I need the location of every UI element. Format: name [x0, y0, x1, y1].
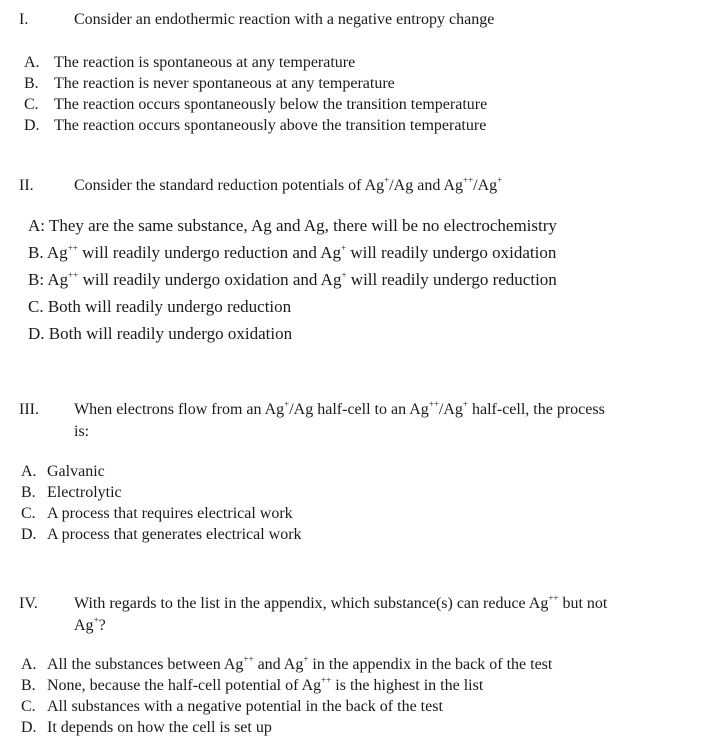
question-4-line-2 — [74, 615, 607, 637]
superscript: + — [284, 399, 290, 409]
superscript: ++ — [548, 593, 559, 603]
option-letter: A. — [21, 463, 37, 480]
text-segment: Consider the standard reduction potentials of Ag — [74, 177, 385, 194]
text-segment: All the substances between Ag — [47, 656, 244, 673]
question-2-text — [74, 175, 502, 197]
option-text — [47, 675, 483, 696]
text-segment: /Ag — [473, 177, 498, 194]
text-segment: is the highest in the list — [331, 677, 484, 694]
option-letter: B. — [24, 75, 39, 92]
text-segment: /Ag — [438, 401, 463, 418]
question-3-line-1 — [74, 399, 605, 421]
option-text — [47, 654, 552, 675]
option-text: A: They are the same substance, Ag and Ag, there will be no electrochemistry — [28, 216, 557, 235]
text-segment: B. Ag — [28, 243, 68, 262]
option-text: It depends on how the cell is set up — [47, 719, 272, 736]
superscript: + — [340, 243, 347, 253]
superscript: ++ — [243, 654, 254, 664]
text-segment: ? — [98, 617, 106, 634]
option-text: A process that generates electrical work — [47, 526, 302, 543]
superscript: ++ — [321, 675, 332, 685]
option-text: D. Both will readily undergo oxidation — [28, 324, 293, 343]
superscript: + — [462, 399, 468, 409]
option-text: The reaction occurs spontaneously above the transition temperature — [54, 117, 487, 134]
question-3-number: III. — [19, 401, 39, 418]
text-segment: With regards to the list in the appendix, which substance(s) can reduce Ag — [74, 595, 549, 612]
option-text — [28, 266, 557, 293]
option-letter: A. — [21, 656, 37, 673]
option-letter: D. — [21, 526, 37, 543]
question-1-text: Consider an endothermic reaction with a negative entropy change — [74, 11, 495, 28]
option-text: Galvanic — [47, 463, 105, 480]
option-letter: C. — [24, 96, 39, 113]
question-3-text — [74, 399, 605, 443]
text-segment: None, because the half-cell potential of Ag — [47, 677, 322, 694]
option-text: A process that requires electrical work — [47, 505, 293, 522]
superscript: ++ — [428, 399, 439, 409]
superscript: + — [303, 654, 309, 664]
question-1-number: I. — [19, 11, 29, 28]
superscript: ++ — [68, 270, 79, 280]
text-segment: will readily undergo oxidation — [346, 243, 557, 262]
option-letter: D. — [24, 117, 40, 134]
option-letter: B. — [21, 677, 36, 694]
text-segment: When electrons flow from an Ag — [74, 401, 285, 418]
text-segment: will readily undergo oxidation and Ag — [78, 270, 342, 289]
superscript: + — [384, 175, 390, 185]
option-letter: B. — [21, 484, 36, 501]
text-segment: will readily undergo reduction — [346, 270, 557, 289]
option-text: All substances with a negative potential in the back of the test — [47, 698, 443, 715]
text-segment: in the appendix in the back of the test — [308, 656, 553, 673]
superscript: ++ — [67, 243, 78, 253]
text-segment: and Ag — [253, 656, 304, 673]
text-segment: but not — [558, 595, 608, 612]
text-segment: half-cell, the process — [467, 401, 605, 418]
text-segment: /Ag and Ag — [389, 177, 464, 194]
text-segment: Ag — [74, 617, 94, 634]
superscript: + — [497, 175, 503, 185]
option-letter: C. — [21, 505, 36, 522]
text-segment: will readily undergo reduction and Ag — [77, 243, 341, 262]
option-text: C. Both will readily undergo reduction — [28, 297, 292, 316]
option-letter: A. — [24, 54, 40, 71]
superscript: ++ — [463, 175, 474, 185]
text-segment: /Ag half-cell to an Ag — [289, 401, 429, 418]
text-segment: B: Ag — [28, 270, 69, 289]
option-text — [28, 239, 556, 266]
option-letter: C. — [21, 698, 36, 715]
question-4-line-1 — [74, 593, 607, 615]
option-text: The reaction is spontaneous at any temperature — [54, 54, 356, 71]
question-4-text — [74, 593, 607, 637]
question-2-number: II. — [19, 177, 34, 194]
question-3-line-2: is: — [74, 423, 90, 440]
option-text: Electrolytic — [47, 484, 122, 501]
option-text: The reaction is never spontaneous at any temperature — [54, 75, 395, 92]
superscript: + — [341, 270, 347, 280]
option-letter: D. — [21, 719, 37, 736]
question-4-number: IV. — [19, 595, 38, 612]
superscript: + — [93, 615, 99, 625]
option-text: The reaction occurs spontaneously below the transition temperature — [54, 96, 488, 113]
